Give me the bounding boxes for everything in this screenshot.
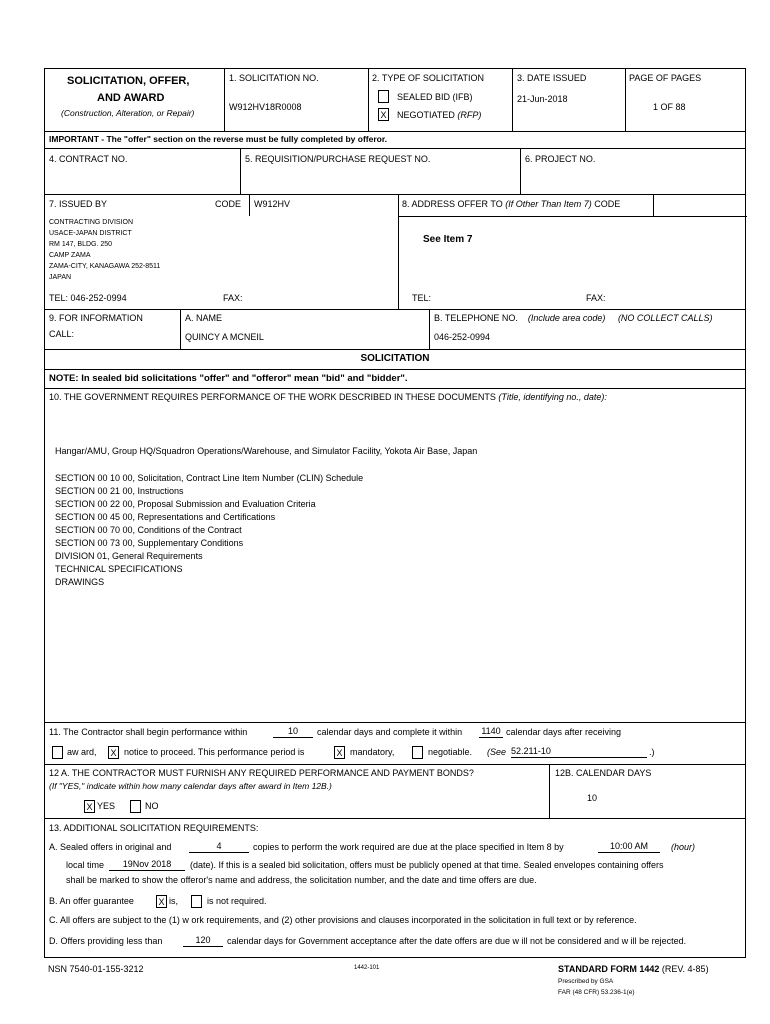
item13a-text4: shall be marked to show the offeror's name and address, the solicitation number, and the date and time offers are due. — [66, 875, 537, 885]
item13b-text1: B. An offer guarantee — [49, 896, 134, 906]
address-line: CONTRACTING DIVISION — [49, 219, 134, 226]
item12b-value: 10 — [587, 793, 598, 803]
item12-label: 12 A. THE CONTRACTOR MUST FURNISH ANY REQUIRED PERFORMANCE AND PAYMENT BONDS? — [49, 768, 474, 778]
issued-by-code-value: W912HV — [254, 199, 291, 209]
address-line: RM 147, BLDG. 250 — [49, 241, 113, 248]
acceptance-days-field[interactable]: 120 — [183, 935, 223, 947]
negotiable-label: negotiable. — [428, 747, 473, 757]
ntp-label: notice to proceed. This performance period is — [124, 747, 305, 757]
date-issued-label: 3. DATE ISSUED — [517, 73, 587, 83]
item12b-label: 12B. CALENDAR DAYS — [555, 768, 652, 778]
info-name-label: A. NAME — [185, 313, 223, 323]
bonds-yes-label: YES — [97, 801, 116, 811]
important-note: IMPORTANT - The "offer" section on the reverse must be fully completed by offeror. — [49, 134, 388, 144]
solicitation-type-label: 2. TYPE OF SOLICITATION — [372, 73, 485, 83]
award-label: aw ard, — [67, 747, 97, 757]
far-reference: FAR (48 CFR) 53.236-1(e) — [558, 989, 635, 996]
item13c-text: C. All offers are subject to the (1) w ork requirements, and (2) other provisions and clauses incorporated in the solicitation in full text or by reference. — [49, 915, 637, 925]
address-offer-fax: FAX: — [586, 293, 606, 303]
see-close: .) — [649, 747, 655, 757]
award-checkbox[interactable] — [52, 746, 63, 759]
form-name: STANDARD FORM 1442 (REV. 4-85) — [558, 964, 709, 974]
issued-by-label: 7. ISSUED BY — [49, 199, 108, 209]
item11-text-c: calendar days after receiving — [506, 727, 622, 737]
local-time-label: local time — [66, 860, 105, 870]
requisition-label: 5. REQUISITION/PURCHASE REQUEST NO. — [245, 154, 431, 164]
item10-title: Hangar/AMU, Group HQ/Squadron Operations/Warehouse, and Simulator Facility, Yokota Air Base, Japan — [55, 446, 478, 456]
info-call-label-2: CALL: — [49, 329, 75, 339]
nsn-number: NSN 7540-01-155-3212 — [48, 964, 144, 974]
section-line: SECTION 00 73 00, Supplementary Conditions — [55, 538, 244, 548]
date-issued-value: 21-Jun-2018 — [517, 94, 568, 104]
complete-days-field[interactable]: 1140 — [479, 726, 503, 738]
bonds-yes-checkbox[interactable]: X — [84, 800, 95, 813]
sealed-bid-note: NOTE: In sealed bid solicitations "offer" and "offeror" mean "bid" and "bidder". — [49, 373, 408, 384]
section-line: TECHNICAL SPECIFICATIONS — [55, 564, 183, 574]
form-title-sub: (Construction, Alteration, or Repair) — [61, 108, 195, 118]
section-line: SECTION 00 22 00, Proposal Submission and Evaluation Criteria — [55, 499, 316, 509]
sealed-bid-label: SEALED BID (IFB) — [397, 92, 473, 102]
solicitation-form — [44, 68, 746, 958]
page-of-pages-label: PAGE OF PAGES — [629, 73, 702, 83]
ntp-checkbox[interactable]: X — [108, 746, 119, 759]
section-line: SECTION 00 10 00, Solicitation, Contract Line Item Number (CLIN) Schedule — [55, 473, 364, 483]
item11-text-b: calendar days and complete it within — [317, 727, 463, 737]
sealed-bid-checkbox[interactable] — [378, 90, 389, 103]
copies-field[interactable]: 4 — [189, 841, 249, 853]
form-title-line2: AND AWARD — [97, 92, 165, 104]
begin-days-field[interactable]: 10 — [273, 726, 313, 738]
guarantee-is-label: is, — [169, 896, 178, 906]
due-time-field[interactable]: 10:00 AM — [598, 841, 660, 853]
info-phone-label: B. TELEPHONE NO. (Include area code) (NO COLLECT CALLS) — [434, 313, 713, 323]
item13a-text2: copies to perform the work required are due at the place specified in Item 8 by — [253, 842, 564, 852]
info-call-label-1: 9. FOR INFORMATION — [49, 313, 143, 323]
solicitation-no-value: W912HV18R0008 — [229, 102, 302, 112]
item13a-text1: A. Sealed offers in original and — [49, 842, 172, 852]
item12-hint: (If "YES," indicate within how many calendar days after award in Item 12B.) — [49, 781, 332, 791]
section-line: SECTION 00 70 00, Conditions of the Contract — [55, 525, 242, 535]
see-clause-field[interactable]: 52.211-10 — [511, 746, 647, 758]
address-line: USACE-JAPAN DISTRICT — [49, 230, 132, 237]
item13-label: 13. ADDITIONAL SOLICITATION REQUIREMENTS: — [49, 823, 259, 833]
negotiable-checkbox[interactable] — [412, 746, 423, 759]
negotiated-label: NEGOTIATED (RFP) — [397, 110, 482, 120]
form-code: 1442-101 — [354, 965, 380, 971]
bonds-no-checkbox[interactable] — [130, 800, 141, 813]
item13d-text1: D. Offers providing less than — [49, 936, 163, 946]
item11-text-a: 11. The Contractor shall begin performance within — [49, 727, 248, 737]
section-line: SECTION 00 21 00, Instructions — [55, 486, 184, 496]
project-no-label: 6. PROJECT NO. — [525, 154, 596, 164]
section-line: SECTION 00 45 00, Representations and Certifications — [55, 512, 276, 522]
due-date-field[interactable]: 19Nov 2018 — [109, 859, 185, 871]
info-phone-value: 046-252-0994 — [434, 332, 491, 342]
mandatory-label: mandatory, — [350, 747, 395, 757]
item13b-text2: is not required. — [207, 896, 267, 906]
page-of-pages-value: 1 OF 88 — [653, 102, 686, 112]
form-title-line1: SOLICITATION, OFFER, — [67, 75, 190, 87]
address-offer-value: See Item 7 — [423, 234, 473, 245]
bonds-no-label: NO — [145, 801, 159, 811]
issued-by-tel: TEL: 046-252-0994 — [49, 293, 127, 303]
section-line: DRAWINGS — [55, 577, 105, 587]
guarantee-not-checkbox[interactable] — [191, 895, 202, 908]
address-line: CAMP ZAMA — [49, 252, 91, 259]
item10-label: 10. THE GOVERNMENT REQUIRES PERFORMANCE OF THE WORK DESCRIBED IN THESE DOCUMENTS (Title, identifying no., date): — [49, 392, 607, 402]
negotiated-checkbox[interactable]: X — [378, 108, 389, 121]
solicitation-heading: SOLICITATION — [360, 353, 430, 364]
see-label: (See — [487, 747, 507, 757]
hour-label: (hour) — [671, 842, 696, 852]
info-name-value: QUINCY A MCNEIL — [185, 332, 264, 342]
item13a-text3: (date). If this is a sealed bid solicitation, offers must be publicly opened at that time. Sealed envelopes containing offers — [190, 860, 664, 870]
address-line: ZAMA-CITY, KANAGAWA 252-8511 — [49, 263, 161, 270]
address-offer-label: 8. ADDRESS OFFER TO (If Other Than Item 7) CODE — [402, 199, 621, 209]
issued-by-fax: FAX: — [223, 293, 243, 303]
contract-no-label: 4. CONTRACT NO. — [49, 154, 128, 164]
solicitation-no-label: 1. SOLICITATION NO. — [229, 73, 319, 83]
section-line: DIVISION 01, General Requirements — [55, 551, 203, 561]
item13d-text2: calendar days for Government acceptance after the date offers are due w ill not be considered and w ill be rejected. — [227, 936, 687, 946]
address-offer-tel: TEL: — [412, 293, 432, 303]
prescribed-by: Prescribed by GSA — [558, 978, 614, 985]
mandatory-checkbox[interactable]: X — [334, 746, 345, 759]
issued-by-code-label: CODE — [215, 199, 242, 209]
address-line: JAPAN — [49, 274, 72, 281]
guarantee-is-checkbox[interactable]: X — [156, 895, 167, 908]
